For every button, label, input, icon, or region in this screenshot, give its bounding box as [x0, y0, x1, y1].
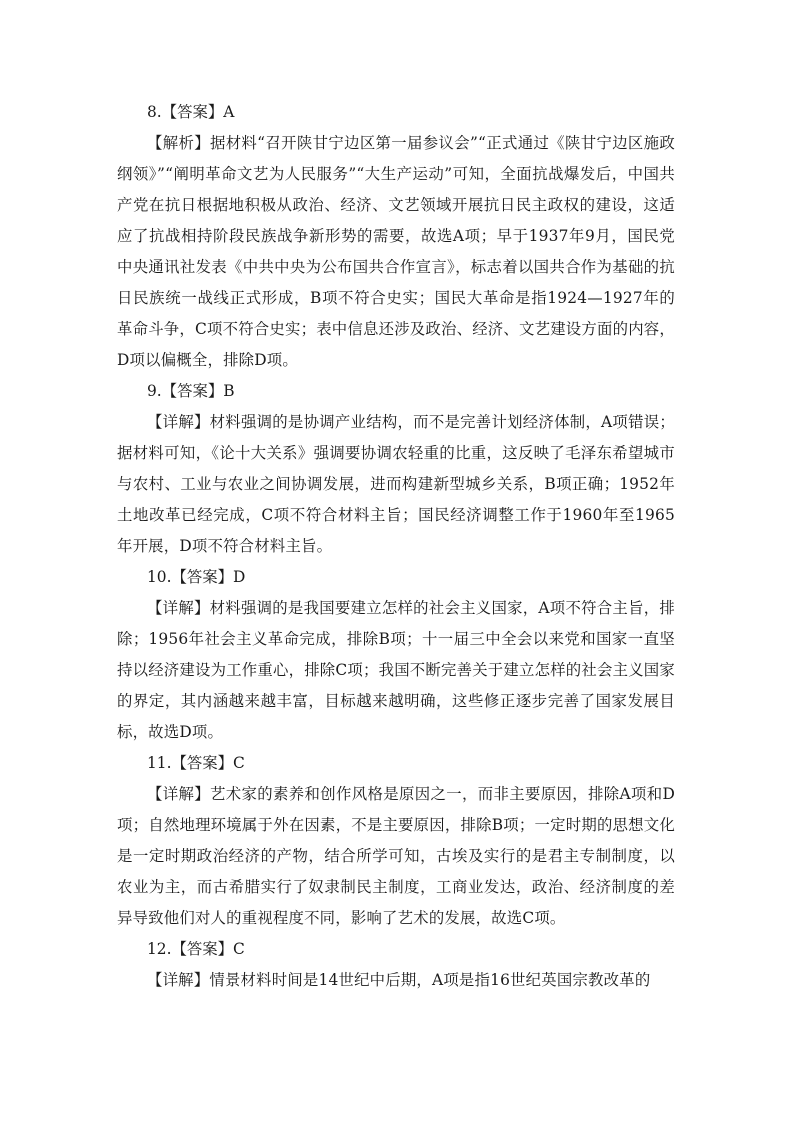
answer-heading: 12.【答案】C	[147, 940, 245, 958]
answer-heading: 10.【答案】D	[147, 568, 246, 586]
answer-explanation: 【详解】材料强调的是协调产业结构，而不是完善计划经济体制，A项错误；据材料可知，《论十大关系》强调要协调农轻重的比重，这反映了毛泽东希望城市与农村、工业与农业之间协调发展，进而构建新型城乡关系，B项正确；1952年土地改革已经完成，C项不符合材料主旨；国民经济调整工作于1960年至1965年开展，D项不符合材料主旨。	[117, 413, 675, 555]
answer-heading: 9.【答案】B	[147, 382, 235, 400]
answer-item-8	[117, 97, 675, 376]
answer-item-11	[117, 748, 675, 934]
answer-explanation: 【解析】据材料“召开陕甘宁边区第一届参议会”“正式通过《陕甘宁边区施政纲领》”“阐明革命文艺为人民服务”“大生产运动”可知，全面抗战爆发后，中国共产党在抗日根据地积极从政治、经济、文艺领域开展抗日民主政权的建设，这适应了抗战相持阶段民族战争新形势的需要，故选A项；早于1937年9月，国民党中央通讯社发表《中共中央为公布国共合作宣言》，标志着以国共合作为基础的抗日民族统一战线正式形成，B项不符合史实；国民大革命是指1924—1927年的革命斗争，C项不符合史实；表中信息还涉及政治、经济、文艺建设方面的内容，D项以偏概全，排除D项。	[117, 134, 675, 369]
answer-heading: 11.【答案】C	[147, 754, 245, 772]
answer-item-12	[147, 934, 675, 996]
answer-list	[117, 97, 675, 996]
answer-item-10	[117, 562, 675, 748]
answer-heading: 8.【答案】A	[147, 103, 235, 121]
answer-explanation: 【详解】艺术家的素养和创作风格是原因之一，而非主要原因，排除A项和D项；自然地理环境属于外在因素，不是主要原因，排除B项；一定时期的思想文化是一定时期政治经济的产物，结合所学可知，古埃及实行的是君主专制制度，以农业为主，而古希腊实行了奴隶制民主制度，工商业发达，政治、经济制度的差异导致他们对人的重视程度不同，影响了艺术的发展，故选C项。	[117, 785, 675, 927]
answer-item-9	[117, 376, 675, 562]
answer-explanation: 【详解】材料强调的是我国要建立怎样的社会主义国家，A项不符合主旨，排除；1956年社会主义革命完成，排除B项；十一届三中全会以来党和国家一直坚持以经济建设为工作重心，排除C项；我国不断完善关于建立怎样的社会主义国家的界定，其内涵越来越丰富，目标越来越明确，这些修正逐步完善了国家发展目标，故选D项。	[117, 599, 675, 741]
answer-explanation: 【详解】情景材料时间是14世纪中后期，A项是指16世纪英国宗教改革的	[147, 971, 651, 989]
